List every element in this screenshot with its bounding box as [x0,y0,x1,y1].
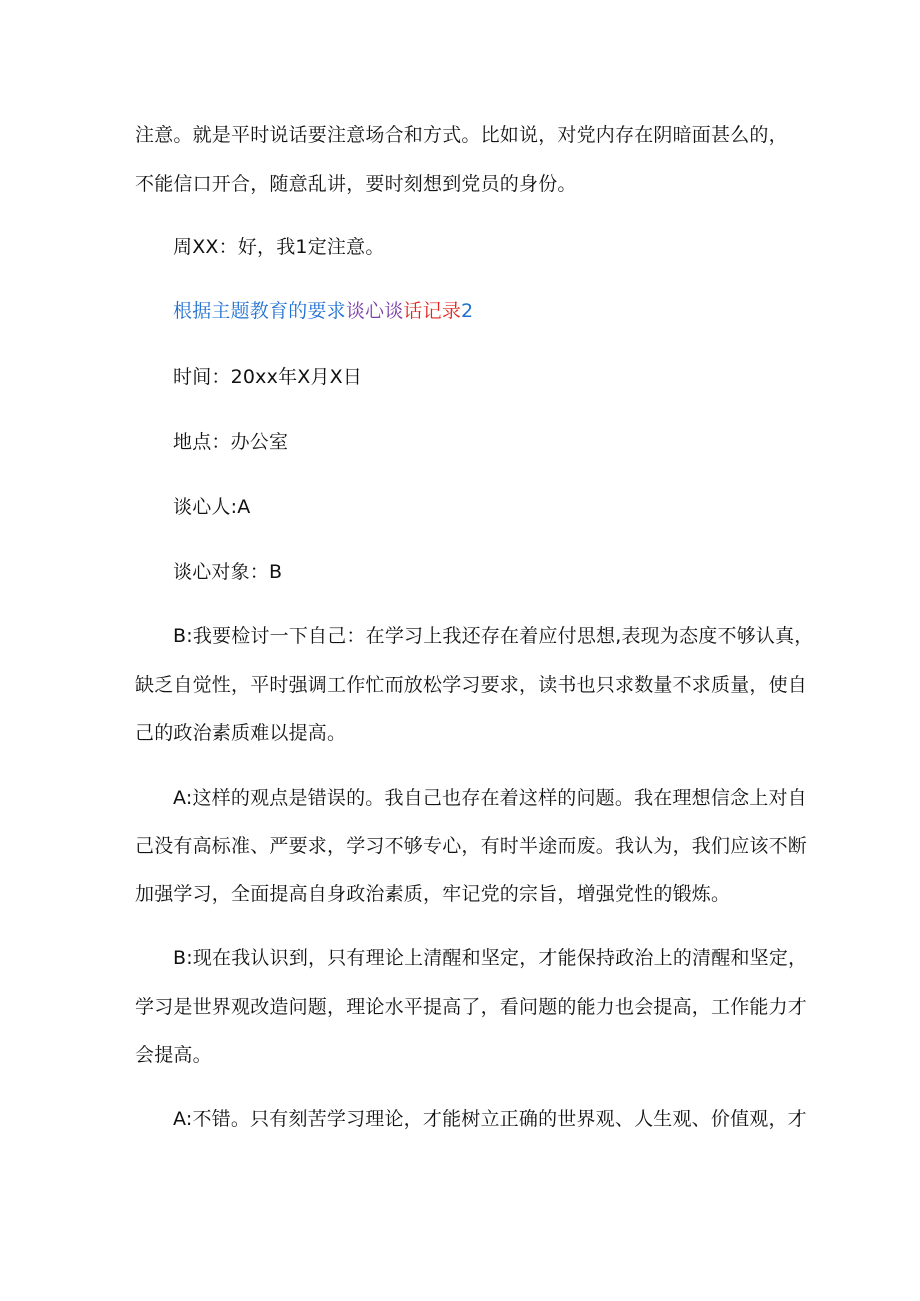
paragraph-1-line-2: 缺乏自觉性，平时强调工作忙而放松学习要求，读书也只求数量不求质量，使自 [135,674,808,696]
paragraph-2-line-3: 加强学习，全面提高自身政治素质，牢记党的宗旨，增强党性的锻炼。 [135,883,731,905]
heading-part-1: 根据主题教育的要求 [173,300,346,322]
paragraph-3-line-2: 学习是世界观改造问题，理论水平提高了，看问题的能力也会提高，工作能力才 [135,996,808,1018]
meta-speaker: 谈心人:A [173,496,251,518]
paragraph-2-line-2: 己没有高标准、严要求，学习不够专心，有时半途而废。我认为，我们应该不断 [135,835,808,857]
meta-target: 谈心对象：B [173,561,283,583]
meta-time: 时间：20xx年X月X日 [173,366,363,388]
paragraph-2-line-1: A:这样的观点是错误的。我自己也存在着这样的问题。我在理想信念上对自 [173,787,807,809]
reply-line: 周XX：好，我1定注意。 [173,236,385,258]
paragraph-3-line-3: 会提高。 [135,1044,212,1066]
paragraph-1-line-1: B:我要检讨一下自己：在学习上我还存在着应付思想,表现为态度不够认真， [173,625,814,647]
heading-part-3: 话记录 [403,300,462,322]
intro-line-1: 注意。就是平时说话要注意场合和方式。比如说，对党内存在阴暗面甚么的， [135,124,788,146]
paragraph-1-line-3: 己的政治素质难以提高。 [135,722,347,744]
paragraph-4-line-1: A:不错。只有刻苦学习理论，才能树立正确的世界观、人生观、价值观，才 [173,1108,807,1130]
meta-place: 地点：办公室 [173,431,289,453]
heading-part-4: 2 [461,300,474,322]
paragraph-3-line-1: B:现在我认识到，只有理论上清醒和坚定，才能保持政治上的清醒和坚定， [173,947,808,969]
intro-line-2: 不能信口开合，随意乱讲，要时刻想到党员的身份。 [135,173,577,195]
heading-part-2: 谈心谈 [345,300,404,322]
section-heading [173,299,473,323]
